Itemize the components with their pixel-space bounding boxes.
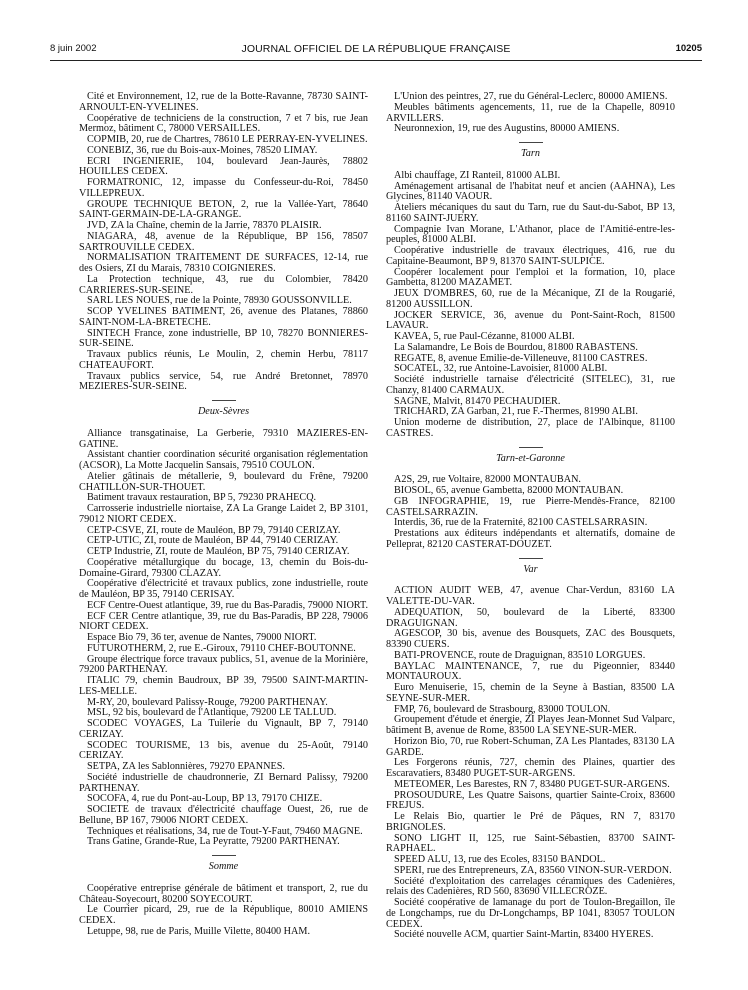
list-item: Meubles bâtiments agencements, 11, rue de la Chapelle, 80910 ARVILLERS.: [386, 101, 675, 124]
list-item: SCOP YVELINES BATIMENT, 26, avenue des Platanes, 78860 SAINT-NOM-LA-BRETECHE.: [79, 306, 368, 328]
var-list: [386, 586, 675, 941]
list-item: Travaux publics réunis, Le Moulin, 2, chemin Herbu, 78117 CHATEAUFORT.: [79, 349, 368, 371]
list-item: Le Courrier picard, 29, rue de la République, 80010 AMIENS CEDEX.: [79, 904, 368, 926]
list-item: Travaux publics service, 54, rue André Bretonnet, 78970 MEZIERES-SUR-SEINE.: [79, 370, 368, 393]
list-item: PROSOUDURE, Les Quatre Saisons, quartier Sainte-Croix, 83600 FREJUS.: [386, 789, 675, 812]
list-item: SCODEC VOYAGES, La Tuilerie du Vignault, BP 7, 79140 CERIZAY.: [79, 718, 368, 740]
list-item: SPEED ALU, 13, rue des Ecoles, 83150 BANDOL.: [394, 854, 606, 865]
list-item: Trans Gatine, Grande-Rue, La Peyratte, 79200 PARTHENAY.: [87, 836, 340, 848]
list-item: Coopérer localement pour l'emploi et la formation, 10, place Gambetta, 81200 MAZAMET.: [386, 266, 675, 289]
list-item: Coopérative métallurgique du bocage, 13, chemin du Bois-du-Domaine-Girard, 79300 CLAZAY.: [79, 556, 368, 579]
list-item: ECF Centre-Ouest atlantique, 39, rue du Bas-Paradis, 79000 NIORT.: [87, 599, 369, 611]
list-item: ADEQUATION, 50, boulevard de la Liberté, 83300 DRAGUIGNAN.: [386, 606, 675, 629]
right-column: [386, 92, 675, 941]
list-item: Coopérative de techniciens de la construction, 7 et 7 bis, rue Jean Mermoz, bâtiment C, 78000 VERSAILLES.: [79, 112, 368, 135]
yvelines-list: [79, 92, 368, 393]
somme-list: [79, 884, 368, 938]
section-heading-tarn-et-garonne: Tarn-et-Garonne: [386, 454, 675, 465]
list-item: Carrosserie industrielle niortaise, ZA La Grange Laidet 2, BP 3101, 79012 NIORT CEDEX.: [79, 503, 368, 525]
somme-continued-list: [386, 92, 675, 135]
section-heading-tarn: Tarn: [386, 149, 675, 160]
list-item: GB INFOGRAPHIE, 19, rue Pierre-Mendès-France, 82100 CASTELSARRAZIN.: [386, 495, 675, 518]
list-item: Techniques et réalisations, 34, rue de Tout-Y-Faut, 79460 MAGNE.: [87, 825, 363, 837]
list-item: SOCIETE de travaux d'électricité chauffage Ouest, 26, rue de Bellune, BP 167, 79006 NIORT CEDEX.: [79, 804, 368, 826]
list-item: La Protection technique, 43, rue du Colombier, 78420 CARRIERES-SUR-SEINE.: [79, 273, 368, 296]
list-item: FORMATRONIC, 12, impasse du Confesseur-du-Roi, 78450 VILLEPREUX.: [79, 177, 368, 199]
section-heading-deux-sevres: Deux-Sèvres: [79, 407, 368, 418]
list-item: Les Forgerons réunis, 727, chemin des Plaines, quartier des Escaravatiers, 83480 PUGET-SUR-ARGENS.: [386, 757, 675, 779]
list-item: Groupement d'étude et énergie, ZI Playes Jean-Monnet Sud Valparc, bâtiment B, avenue de Rome, 83500 LA SEYNE-SUR-MER.: [386, 714, 675, 736]
page-header: [50, 43, 702, 59]
list-item: Prestations aux éditeurs indépendants et alternatifs, domaine de Pelleprat, 82120 CASTERAT-DOUZET.: [386, 528, 675, 550]
list-item: Ateliers mécaniques du saut du Tarn, rue du Saut-du-Sabot, BP 13, 81160 SAINT-JUERY.: [386, 202, 675, 224]
list-item: L'Union des peintres, 27, rue du Général-Leclerc, 80000 AMIENS.: [394, 91, 668, 102]
left-column: [79, 92, 368, 938]
list-item: Batiment travaux restauration, BP 5, 79230 PRAHECQ.: [87, 492, 317, 504]
list-item: Atelier gâtinais de métallerie, 9, boulevard du Frêne, 79200 CHATILLON-SUR-THOUET.: [79, 470, 368, 493]
list-item: SETPA, ZA les Sablonnières, 79270 EPANNES.: [87, 761, 285, 772]
list-item: SCODEC TOURISME, 13 bis, avenue du 25-Août, 79140 CERIZAY.: [79, 739, 368, 762]
list-item: ITALIC 79, chemin Baudroux, BP 39, 79500 SAINT-MARTIN-LES-MELLE.: [79, 675, 368, 697]
list-item: ECF CER Centre atlantique, 39, rue du Bas-Paradis, BP 228, 79006 NIORT CEDEX.: [79, 610, 368, 633]
section-heading-somme: Somme: [79, 862, 368, 873]
list-item: SARL LES NOUES, rue de la Pointe, 78930 GOUSSONVILLE.: [87, 295, 352, 307]
tarn-list: [386, 171, 675, 440]
list-item: Cité et Environnement, 12, rue de la Botte-Ravanne, 78730 SAINT-ARNOULT-EN-YVELINES.: [79, 91, 368, 113]
list-item: CETP Industrie, ZI, route de Mauléon, BP 75, 79140 CERIZAY.: [87, 546, 350, 557]
list-item: Le Relais Bio, quartier le Pré de Pâques, RN 7, 83170 BRIGNOLES.: [386, 811, 675, 833]
list-item: La Salamandre, Le Bois de Bourdou, 81800 RABASTENS.: [394, 341, 638, 353]
list-item: SOCOFA, 4, rue du Pont-au-Loup, BP 13, 79170 CHIZE.: [87, 793, 323, 805]
list-item: Société d'exploitation des carrelages céramiques des Cadenières, relais des Cadenières, RD 560, 83690 VILLECROZE.: [386, 875, 675, 898]
list-item: ECRI INGENIERIE, 104, boulevard Jean-Jaurès, 78802 HOUILLES CEDEX.: [79, 155, 368, 178]
list-item: METEOMER, Les Barestes, RN 7, 83480 PUGET-SUR-ARGENS.: [394, 778, 670, 790]
list-item: BAYLAC MAINTENANCE, 7, rue du Pigeonnier, 83440 MONTAUROUX.: [386, 660, 675, 683]
list-item: Letuppe, 98, rue de Paris, Muille Vilette, 80400 HAM.: [87, 925, 311, 937]
section-heading-var: Var: [386, 565, 675, 576]
list-item: COPMIB, 20, rue de Chartres, 78610 LE PERRAY-EN-YVELINES.: [87, 134, 368, 145]
list-item: JEUX D'OMBRES, 60, rue de la Mécanique, ZI de la Rougarié, 81200 AUSSILLON.: [386, 288, 675, 310]
list-item: Interdis, 36, rue de la Fraternité, 82100 CASTELSARRASIN.: [394, 517, 648, 529]
list-item: Compagnie Ivan Morane, L'Athanor, place de l'Amitié-entre-les-peuples, 81000 ALBI.: [386, 223, 675, 246]
journal-title: JOURNAL OFFICIEL DE LA RÉPUBLIQUE FRANÇAISE: [241, 43, 511, 55]
list-item: BATI-PROVENCE, route de Draguignan, 83510 LORGUES.: [394, 649, 646, 661]
page-number: 10205: [675, 43, 702, 54]
list-item: Aménagement artisanal de l'habitat neuf et ancien (AAHNA), Les Glycines, 81140 VAOUR.: [386, 180, 675, 203]
list-item: Union moderne de distribution, 27, place de l'Albinque, 81100 CASTRES.: [386, 417, 675, 439]
list-item: CONEBIZ, 36, rue du Bois-aux-Moines, 78520 LIMAY.: [87, 144, 318, 156]
list-item: MSL, 92 bis, boulevard de l'Atlantique, 79200 LE TALLUD.: [87, 707, 337, 719]
list-item: NORMALISATION TRAITEMENT DE SURFACES, 12-14, rue des Osiers, ZI du Marais, 78310 COIGNIERES.: [79, 252, 368, 274]
list-item: REGATE, 8, avenue Emilie-de-Villeneuve, 81100 CASTRES.: [394, 352, 648, 364]
list-item: CETP-UTIC, ZI, route de Mauléon, BP 44, 79140 CERIZAY.: [87, 535, 339, 547]
list-item: Société coopérative de lamanage du port de Toulon-Bregaillon, île de Longchamps, rue du Dr-Longchamps, BP 1041, 83057 TOULON CEDEX.: [386, 897, 675, 930]
list-item: Société industrielle de chaudronnerie, ZI Bernard Palissy, 79200 PARTHENAY.: [79, 771, 368, 794]
list-item: SONO LIGHT II, 125, rue Saint-Sébastien, 83700 SAINT-RAPHAEL.: [386, 832, 675, 855]
list-item: Euro Menuiserie, 15, chemin de la Seyne à Bastian, 83500 LA SEYNE-SUR-MER.: [386, 682, 675, 704]
list-item: SAGNE, Malvit, 81470 PECHAUDIER.: [394, 395, 561, 407]
list-item: Espace Bio 79, 36 ter, avenue de Nantes, 79000 NIORT.: [87, 632, 317, 643]
list-item: Groupe électrique force travaux publics, 51, avenue de la Morinière, 79200 PARTHENAY.: [79, 653, 368, 676]
list-item: SPERI, rue des Entrepreneurs, ZA, 83560 VINON-SUR-VERDON.: [394, 864, 672, 876]
list-item: Neuronnexion, 19, rue des Augustins, 80000 AMIENS.: [394, 123, 620, 135]
list-item: KAVEA, 5, rue Paul-Cézanne, 81000 ALBI.: [394, 331, 575, 342]
list-item: GROUPE TECHNIQUE BETON, 2, rue la Vallée-Yart, 78640 SAINT-GERMAIN-DE-LA-GRANGE.: [79, 198, 368, 221]
list-item: Société industrielle tarnaise d'électricité (SITELEC), 31, rue Chanzy, 81400 CARMAUX.: [386, 374, 675, 396]
list-item: SOCATEL, 32, rue Antoine-Lavoisier, 81000 ALBI.: [394, 363, 608, 375]
list-item: CETP-CSVE, ZI, route de Mauléon, BP 79, 79140 CERIZAY.: [87, 524, 341, 536]
list-item: AGESCOP, 30 bis, avenue des Bousquets, ZAC des Bousquets, 83390 CUERS.: [386, 628, 675, 650]
list-item: Albi chauffage, ZI Ranteil, 81000 ALBI.: [394, 169, 561, 181]
list-item: ACTION AUDIT WEB, 47, avenue Char-Verdun, 83160 LA VALETTE-DU-VAR.: [386, 585, 675, 607]
list-item: Coopérative industrielle de travaux électriques, 416, rue du Capitaine-Beaumont, BP 9, 81370 SAINT-SULPICE.: [386, 245, 675, 267]
deux-sevres-list: [79, 429, 368, 848]
list-item: TRICHARD, ZA Garban, 21, rue F.-Thermes, 81990 ALBI.: [394, 406, 638, 418]
list-item: Alliance transgatinaise, La Gerberie, 79310 MAZIERES-EN-GATINE.: [79, 427, 368, 450]
list-item: M-RY, 20, boulevard Palissy-Rouge, 79200 PARTHENAY.: [87, 696, 328, 708]
list-item: Société nouvelle ACM, quartier Saint-Martin, 83400 HYERES.: [394, 929, 654, 941]
header-rule: [50, 60, 702, 61]
list-item: Coopérative entreprise générale de bâtiment et transport, 2, rue du Château-Soyecourt, 80200 SOYECOURT.: [79, 882, 368, 905]
list-item: FUTUROTHERM, 2, rue E.-Giroux, 79110 CHEF-BOUTONNE.: [87, 642, 356, 654]
list-item: FMP, 76, boulevard de Strasbourg, 83000 TOULON.: [394, 703, 611, 715]
list-item: JVD, ZA la Chaîne, chemin de la Jarrie, 78370 PLAISIR.: [87, 220, 322, 231]
tarn-et-garonne-list: [386, 475, 675, 550]
list-item: NIAGARA, 48, avenue de la République, BP 156, 78507 SARTROUVILLE CEDEX.: [79, 230, 368, 253]
list-item: A2S, 29, rue Voltaire, 82000 MONTAUBAN.: [394, 474, 581, 486]
list-item: BIOSOL, 65, avenue Gambetta, 82000 MONTAUBAN.: [394, 485, 624, 496]
issue-date: 8 juin 2002: [50, 43, 97, 54]
list-item: Coopérative d'électricité et travaux publics, zone industrielle, route de Mauléon, BP 35, 79140 CERISAY.: [79, 578, 368, 600]
list-item: Horizon Bio, 70, rue Robert-Schuman, ZA Les Plantades, 83130 LA GARDE.: [386, 735, 675, 758]
list-item: JOCKER SERVICE, 36, avenue du Pont-Saint-Roch, 81500 LAVAUR.: [386, 309, 675, 332]
list-item: SINTECH France, zone industrielle, BP 10, 78270 BONNIERES-SUR-SEINE.: [79, 327, 368, 350]
list-item: Assistant chantier coordination sécurité organisation réglementation (ACSOR), La Motte Jacquelin Sansais, 79510 COULON.: [79, 449, 368, 471]
